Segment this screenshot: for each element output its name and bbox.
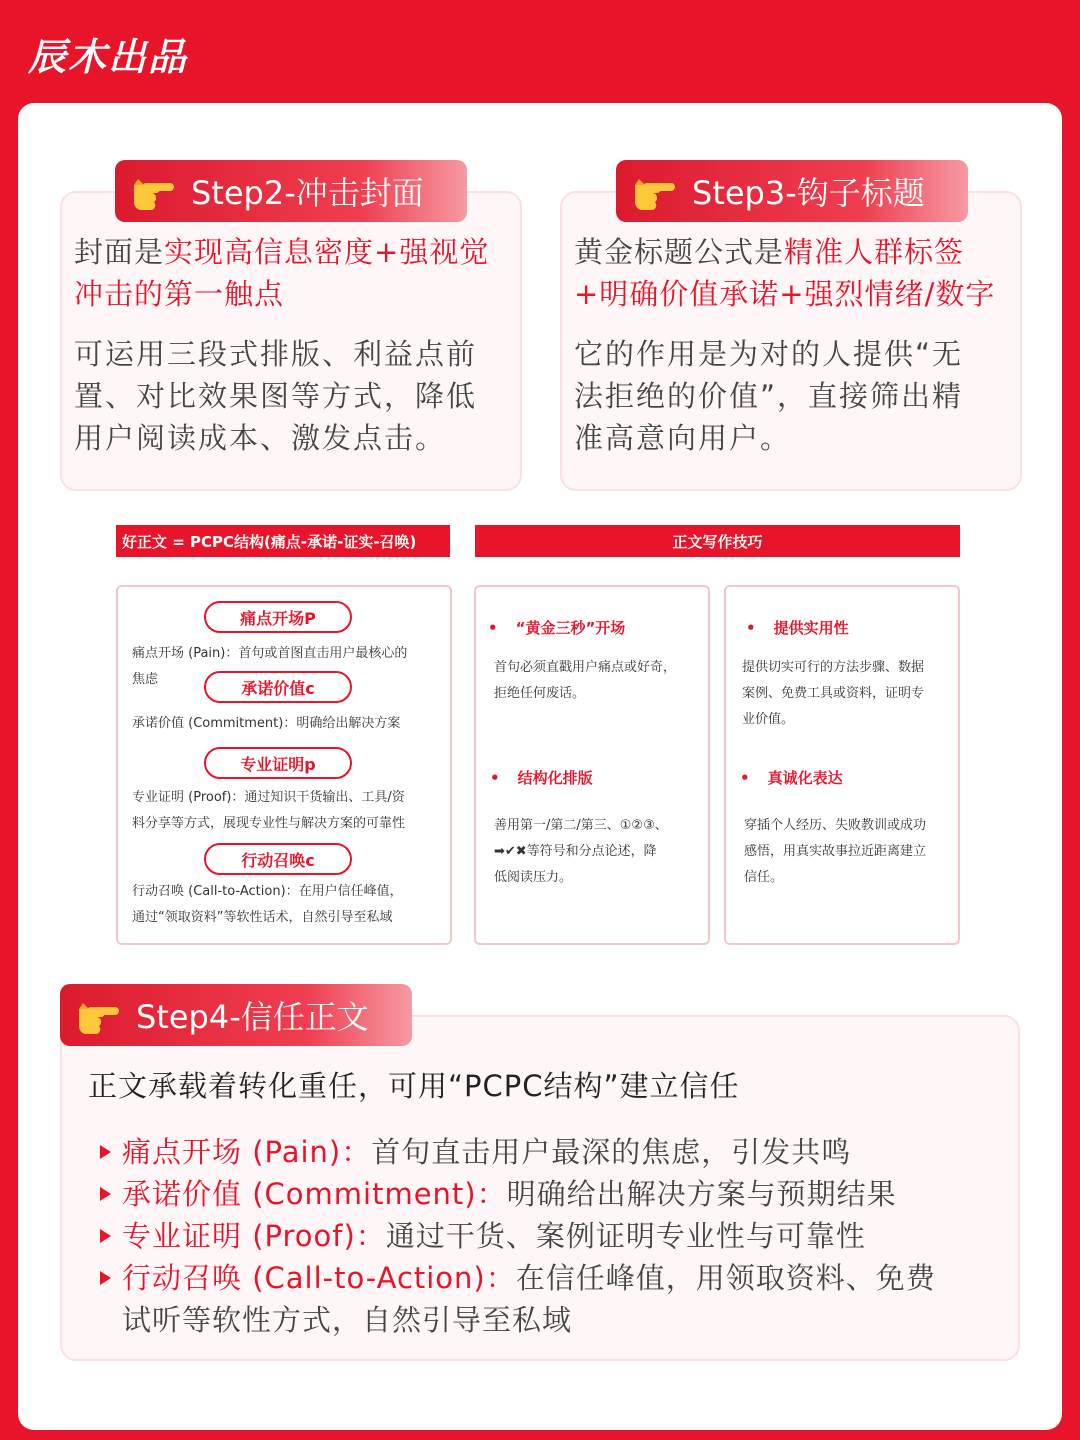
pointing-hand-icon <box>76 992 122 1038</box>
content-panel <box>18 103 1062 1430</box>
pcpc-text-commitment: 承诺价值 (Commitment)：明确给出解决方案 <box>132 716 401 731</box>
step2-body: 可运用三段式排版、利益点前 置、对比效果图等方式，降低 用户阅读成本、激发点击。 <box>74 337 478 455</box>
step3-title-tab: Step3-钩子标题 <box>616 160 968 222</box>
tips-title-golden: • “黄金三秒”开场 <box>488 619 626 637</box>
step4-item-cta: 行动召唤 (Call-to-Action)：在信任峰值，用领取资料、免费 试听等软性方式，自然引导至私域 <box>122 1261 936 1337</box>
tips-title-structure: • 结构化排版 <box>490 769 593 787</box>
step2-title-tab: Step2-冲击封面 <box>115 160 467 222</box>
step4-title-tab: Step4-信任正文 <box>60 984 412 1046</box>
step4-item-pain: 痛点开场 (Pain)：首句直击用户最深的焦虑，引发共鸣 <box>122 1135 852 1169</box>
tips-header: 正文写作技巧 <box>475 525 960 557</box>
step2-lead: 封面是实现高信息密度+强视觉 冲击的第一触点 <box>74 235 490 311</box>
brand-logo: 辰木出品 <box>28 35 189 79</box>
triangle-right-icon <box>100 1145 111 1159</box>
pcpc-pill-proof: 专业证明p <box>204 747 352 779</box>
pcpc-text-pain: 痛点开场 (Pain)：首句或首图直击用户最核心的 焦虑 <box>132 646 408 687</box>
step3-card <box>560 191 1022 491</box>
step4-item-commitment: 承诺价值 (Commitment)：明确给出解决方案与预期结果 <box>122 1177 897 1211</box>
step4-intro: 正文承载着转化重任，可用“PCPC结构”建立信任 <box>88 1069 740 1103</box>
tips-card-right <box>724 585 960 945</box>
tips-text-sincere: 穿插个人经历、失败教训或成功 感悟，用真实故事拉近距离建立 信任。 <box>744 818 927 885</box>
triangle-right-icon <box>100 1187 111 1201</box>
step4-card <box>60 1015 1020 1361</box>
tips-card-left <box>474 585 710 945</box>
tips-text-practical: 提供切实可行的方法步骤、数据 案例、免费工具或资料，证明专 业价值。 <box>742 660 925 727</box>
pcpc-pill-commitment: 承诺价值c <box>204 671 352 703</box>
triangle-right-icon <box>100 1229 111 1243</box>
step3-body: 它的作用是为对的人提供“无 法拒绝的价值”，直接筛出精 准高意向用户。 <box>574 337 964 455</box>
step2-card <box>60 191 522 491</box>
tips-title-sincere: • 真诚化表达 <box>740 769 843 787</box>
pcpc-pill-pain: 痛点开场P <box>204 601 352 633</box>
step3-lead: 黄金标题公式是精准人群标签 +明确价值承诺+强烈情绪/数字 <box>574 235 996 311</box>
pcpc-text-cta: 行动召唤 (Call-to-Action)：在用户信任峰值， 通过“领取资料”等软性话术，自然引导至私域 <box>132 884 403 925</box>
pcpc-pill-cta: 行动召唤c <box>204 843 352 875</box>
step4-item-proof: 专业证明 (Proof)：通过干货、案例证明专业性与可靠性 <box>122 1219 866 1253</box>
pointing-hand-icon <box>131 168 177 214</box>
tips-text-structure: 善用第一/第二/第三、①②③、 ➡✔✖等符号和分点论述，降 低阅读压力。 <box>494 818 668 885</box>
tips-text-golden: 首句必须直戳用户痛点或好奇， 拒绝任何废话。 <box>494 660 677 701</box>
pointing-hand-icon <box>632 168 678 214</box>
pcpc-card <box>116 585 452 945</box>
triangle-right-icon <box>100 1271 111 1285</box>
pcpc-header: 好正文 = PCPC结构(痛点-承诺-证实-召唤) <box>116 525 450 557</box>
tips-title-practical: • 提供实用性 <box>746 619 849 637</box>
pcpc-text-proof: 专业证明 (Proof)：通过知识干货输出、工具/资 料分享等方式，展现专业性与解决方案的可靠性 <box>132 790 406 831</box>
